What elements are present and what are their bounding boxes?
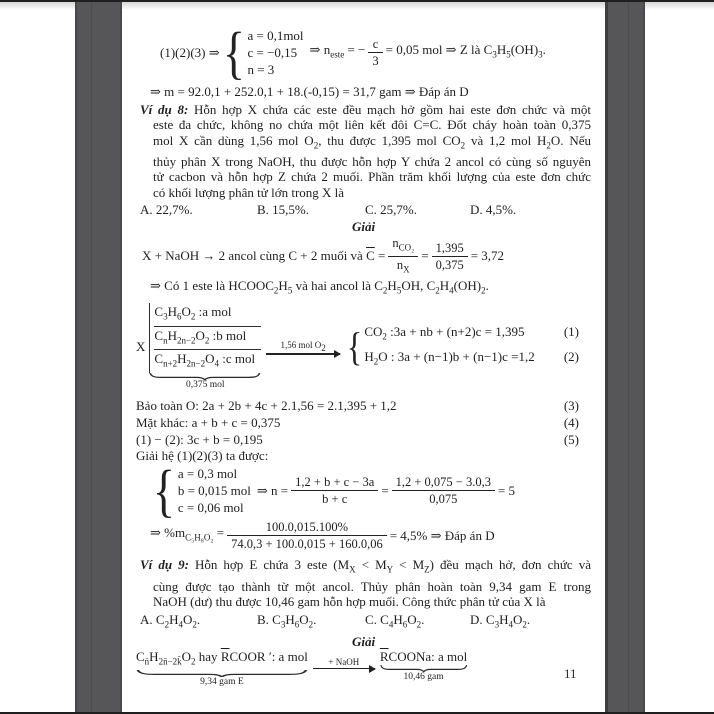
answer-option-d: D. $C_3H_4O_2$.	[470, 611, 531, 630]
hydrolysis-scheme	[136, 649, 591, 688]
system-row: b = 0,015 mol	[177, 483, 251, 499]
ester-identified-line: ⇒ Có 1 este là $HCOOC_2H_5$ và hai ancol là $C_2H_5OH$, $C_2H_4(OH)_2$.	[150, 278, 489, 296]
underbrace-label: 9,34 gam E	[200, 677, 244, 688]
book-gutter-left	[75, 2, 122, 712]
answer-option-c: C. $C_4H_6O_2$.	[365, 611, 425, 630]
solution-heading: Giải	[351, 633, 376, 649]
answer-options-9	[136, 612, 591, 633]
solution-values-block: { a = 0,3 mol b = 0,015 mol c = 0,06 mol ⇒ n = $\frac{1,2 + b + c - 3a}{b + c}$ = $\frac{1,2 + 0,075 - 3.0,3}{0,075}$ = 5	[152, 457, 516, 523]
answer-option-a: A. $C_2H_4O_2$.	[140, 611, 201, 630]
balance-equations	[136, 397, 591, 448]
system-rows	[247, 27, 303, 78]
equation-line: Mặt khác: a + b + c = 0,375 (4)	[136, 414, 591, 431]
example-9-label: Ví dụ 9:	[140, 557, 189, 573]
combustion-products	[364, 322, 591, 371]
gutter-crease	[91, 2, 92, 712]
equation-text: = 0,05 mol ⇒ Z là $C_3H_5(OH)_3$.	[385, 41, 546, 60]
mass-result-line: ⇒ m = 92.0,1 + 252.0,1 + 18.(-0,15) = 31,7 gam ⇒ Đáp án D	[150, 84, 469, 99]
paragraph-line: có khối lượng phân tử lớn trong X là	[153, 184, 345, 200]
equation-number: (3)	[563, 397, 579, 413]
equation-number: (4)	[563, 414, 579, 430]
equation-text: X + NaOH → 2 ancol cùng C + 2 muối và $\overline{C}$ =	[142, 248, 386, 264]
answer-option-b: B. $C_3H_6O_2$.	[257, 611, 317, 630]
answer-option-c: C. 25,7%.	[365, 202, 417, 218]
solve-system-line: Giải hệ (1)(2)(3) ta được:	[136, 447, 269, 463]
gutter-crease	[628, 2, 629, 712]
paragraph-line: cùng được tạo thành từ một ancol. Thủy phân hoàn toàn 9,34 gam E trong	[153, 578, 591, 594]
paragraph-line: tử cacbon và hỗn hợp Z chứa 2 muối. Phần trăm khối lượng của este đơn chức	[153, 169, 591, 185]
combustion-scheme: X $C_3H_6O_2$ :a mol $C_nH_{2n-2}O_2$ :b mol $C_{n+2}H_{2n-2}O_4$ :c mol 0,375 mol 1,56 mol $O_2$ { $CO_2$ :3a + nb + (n+2)c = 1,395 (1) $H_2O$ : 3a + (n−1)b + (n−1)c =1,2 (2)	[136, 303, 591, 391]
paragraph-line: NaOH (dư) thu được 10,46 gam hỗn hợp muối. Công thức phân tử của X là	[153, 594, 546, 610]
solution-heading: Giải	[351, 218, 376, 234]
underbrace	[149, 373, 261, 380]
equation-line: (1) − (2): 3c + b = 0,195 (5)	[136, 431, 591, 448]
equation-number: (2)	[563, 349, 579, 365]
component-row: $C_3H_6O_2$ :a mol	[154, 303, 261, 327]
paragraph-line: Ví dụ 9: Hỗn hợp E chứa 3 este $(M_X < M_Y < M_Z)$ đều mạch hở, đơn chức và	[140, 557, 592, 576]
equation-text: $C_{n̄}H_{2n̄-2k̄}O_2$ hay $\overline{R}COOR$ ′: a mol	[136, 649, 308, 667]
fraction: $\frac{1,395}{0,375}$	[432, 241, 468, 272]
system-lead: (1)(2)(3) ⇒	[160, 44, 220, 60]
ester-general-group	[136, 649, 308, 688]
system-row: n = 3	[247, 62, 275, 77]
book-gutter-right	[605, 2, 645, 712]
component-row: $C_{n+2}H_{2n-2}O_4$ :c mol	[154, 351, 256, 369]
mixture-symbol: X	[136, 339, 146, 355]
answer-options-8	[136, 202, 591, 218]
fraction: $\frac{1,2 + b + c - 3a}{b + c}$	[291, 475, 378, 506]
paragraph-line: mol X cần dùng 1,56 mol $O_2$, thu được 1,395 mol $CO_2$ và 1,2 mol $H_2O$. Nếu	[153, 132, 591, 151]
system-row: a = 0,3 mol	[177, 466, 238, 482]
equation-text: ⇒ $\%m_{C_5H_8O_2}$ =	[150, 525, 225, 544]
underbrace-label: 0,375 mol	[185, 379, 225, 390]
component-row: $C_nH_{2n-2}O_2$ :b mol	[154, 327, 261, 351]
reaction-arrow: + NaOH	[313, 657, 375, 669]
underbrace-group	[149, 373, 261, 391]
equation-number: (5)	[563, 431, 579, 447]
percent-mass-line: ⇒ $\%m_{C_5H_8O_2}$ = $\frac{100.0,015.100\%}{74.0,3 + 100.0,015 + 160.0,06}$ = 4,5% ⇒ Đáp án D	[150, 520, 495, 552]
equation-text: ⇒ $n_{este}$ = −	[309, 41, 366, 60]
underbrace	[380, 665, 468, 672]
example-9-paragraph	[136, 557, 591, 609]
equation-text: $\overline{R}COONa$: a mol	[379, 649, 468, 665]
answer-option-a: A. 22,7%.	[140, 202, 193, 218]
underbrace	[136, 670, 308, 677]
equation-line: $CO_2$ :3a + nb + (n+2)c = 1,395 (1)	[364, 322, 591, 347]
mixture-components	[149, 303, 261, 391]
reaction-arrow: 1,56 mol $O_2$	[266, 340, 340, 355]
page-number: 11	[564, 666, 577, 681]
salt-group	[380, 649, 468, 683]
example-8-paragraph	[136, 102, 591, 201]
answer-option-b: B. 15,5%.	[257, 202, 309, 218]
equation-line: $H_2O$ : 3a + (n−1)b + (n−1)c =1,2 (2)	[364, 347, 591, 372]
paragraph-line: Ví dụ 8: Hỗn hợp X chứa các este đều mạch hở gồm hai este đơn chức và một	[140, 101, 591, 117]
answer-option-d: D. 4,5%.	[470, 202, 517, 218]
equation-text: ⇒ n =	[256, 483, 289, 499]
fraction: $\frac{1,2 + 0,075 - 3.0,3}{0,075}$	[392, 475, 495, 506]
paragraph-line: este đa chức, không no chứa một liên kết đôi C=C. Đốt cháy hoàn toàn 0,375	[153, 117, 591, 132]
system-rows	[178, 465, 251, 516]
system-row: c = −0,15	[247, 45, 298, 60]
fraction: $n_{CO_2}$ $n_X$	[388, 236, 418, 276]
equation-number: (1)	[563, 324, 579, 340]
equation-system-123: (1)(2)(3) ⇒ { a = 0,1mol c = −0,15 n = 3 ⇒ $n_{este}$ = − $\frac{c}{3}$ = 0,05 mol ⇒ Z là $C_3H_5(OH)_3$.	[160, 19, 546, 85]
fraction: $\frac{100.0,015.100\%}{74.0,3 + 100.0,015 + 160.0,06}$	[227, 520, 387, 551]
page-content	[136, 19, 592, 688]
average-carbon-equation: X + NaOH → 2 ancol cùng C + 2 muối và $\overline{C}$ = $n_{CO_2}$ $n_X$ = $\frac{1,395}{0,375}$ = 3,72	[142, 236, 505, 275]
example-8-label: Ví dụ 8:	[140, 101, 189, 117]
equation-line: Bảo toàn O: 2a + 2b + 4c + 2.1,56 = 2.1,395 + 1,2 (3)	[136, 397, 591, 414]
system-row: c = 0,06 mol	[177, 500, 244, 516]
fraction: $\frac{c}{3}$	[368, 37, 382, 68]
paragraph-line: thủy phân X trong NaOH, thu được hỗn hợp Y chứa 2 ancol có cùng số nguyên	[153, 153, 591, 169]
system-row: a = 0,1mol	[247, 28, 304, 43]
underbrace-label: 10,46 gam	[403, 671, 444, 682]
